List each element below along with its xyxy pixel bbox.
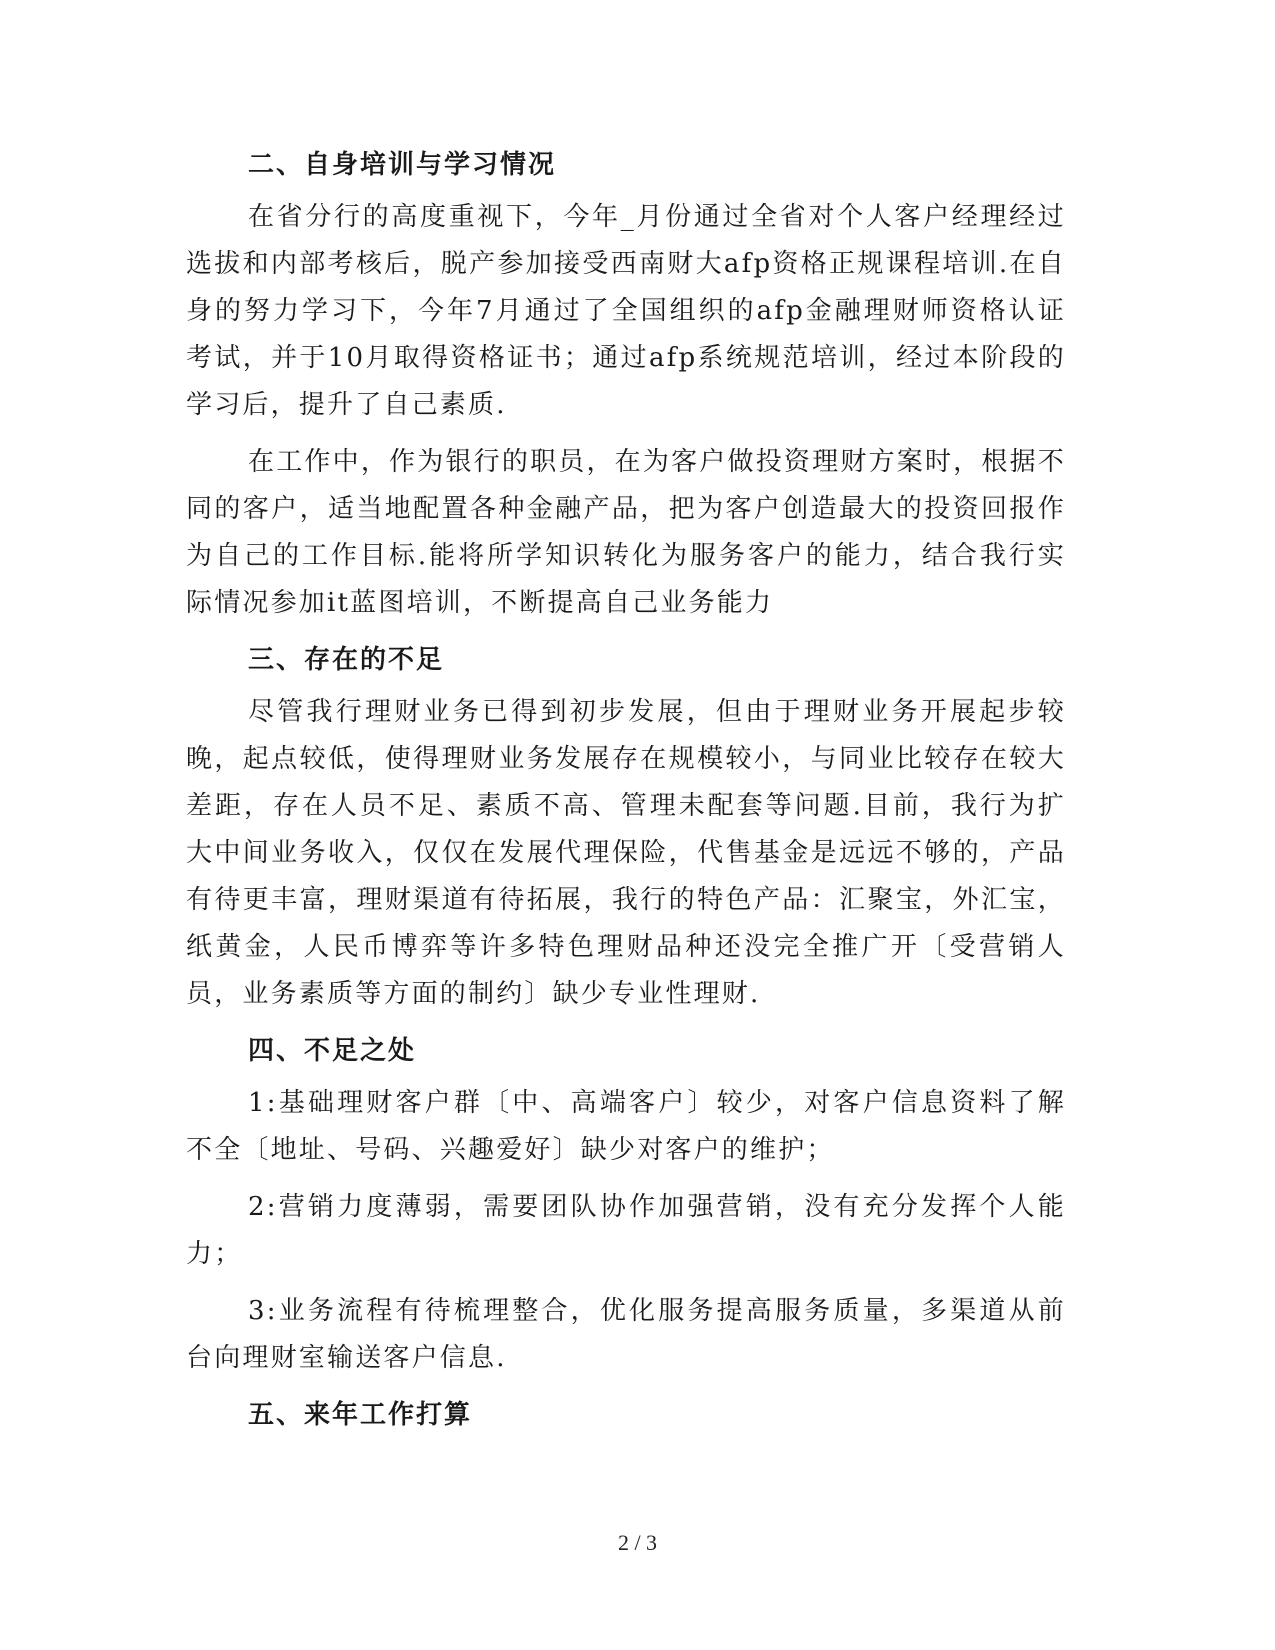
paragraph-training-2: 在工作中，作为银行的职员，在为客户做投资理财方案时，根据不同的客户，适当地配置各种金融产品，把为客户创造最大的投资回报作为自己的工作目标.能将所学知识转化为服务客户的能力，结合我行实际情况参加it蓝图培训，不断提高自己业务能力	[186, 447, 1066, 618]
paragraph-deficiency-3: 3:业务流程有待梳理整合，优化服务提高服务质量，多渠道从前台向理财室输送客户信息.	[186, 1296, 1066, 1373]
section-heading-shortcomings: 三、存在的不足	[248, 645, 445, 675]
document-body	[186, 142, 1066, 1444]
paragraph-shortcomings-1: 尽管我行理财业务已得到初步发展，但由于理财业务开展起步较晚，起点较低，使得理财业务发展存在规模较小，与同业比较存在较大差距，存在人员不足、素质不高、管理未配套等问题.目前，我行为扩大中间业务收入，仅仅在发展代理保险，代售基金是远远不够的，产品有待更丰富，理财渠道有待拓展，我行的特色产品：汇聚宝，外汇宝，纸黄金，人民币博弈等许多特色理财品种还没完全推广开〔受营销人员，业务素质等方面的制约〕缺少专业性理财.	[186, 697, 1066, 1009]
section-heading-training: 二、自身培训与学习情况	[248, 150, 557, 180]
paragraph-training-1: 在省分行的高度重视下，今年_月份通过全省对个人客户经理经过选拔和内部考核后，脱产参加接受西南财大afp资格正规课程培训.在自身的努力学习下，今年7月通过了全国组织的afp金融理财师资格认证考试，并于10月取得资格证书；通过afp系统规范培训，经过本阶段的学习后，提升了自己素质.	[186, 202, 1066, 420]
section-heading-next-year-plan: 五、来年工作打算	[248, 1400, 473, 1430]
paragraph-deficiency-1: 1:基础理财客户群〔中、高端客户〕较少，对客户信息资料了解不全〔地址、号码、兴趣爱好〕缺少对客户的维护；	[186, 1088, 1066, 1165]
section-heading-deficiencies: 四、不足之处	[248, 1036, 417, 1066]
page-number: 2 / 3	[617, 1530, 658, 1555]
paragraph-deficiency-2: 2:营销力度薄弱，需要团队协作加强营销，没有充分发挥个人能力；	[186, 1192, 1066, 1269]
